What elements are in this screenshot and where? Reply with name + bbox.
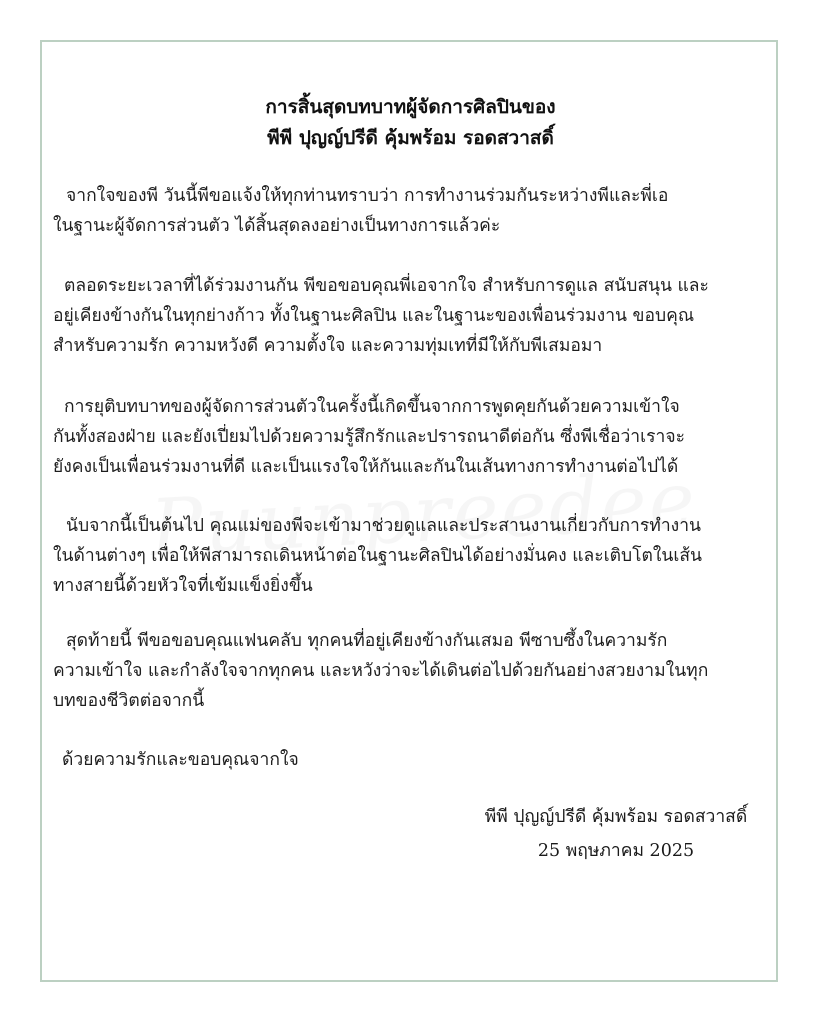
paragraph-4-line-2: ในด้านต่างๆ เพื่อให้พีสามารถเดินหน้าต่อในฐานะศิลปินได้อย่างมั่นคง และเติบโตในเส้น xyxy=(53,546,703,566)
paragraph-5-line-1: สุดท้ายนี้ พีขอขอบคุณแฟนคลับ ทุกคนที่อยู่เคียงข้างกันเสมอ พีซาบซึ้งในความรัก xyxy=(66,631,668,651)
paragraph-2-line-2: อยู่เคียงข้างกันในทุกย่างก้าว ทั้งในฐานะศิลปิน และในฐานะของเพื่อนร่วมงาน ขอบคุณ xyxy=(53,306,695,326)
paragraph-4-line-3: ทางสายนี้ด้วยหัวใจที่เข้มแข็งยิ่งขึ้น xyxy=(53,576,313,596)
paragraph-5-line-3: บทของชีวิตต่อจากนี้ xyxy=(53,691,205,711)
signature-name: พีพี ปุญญ์ปรีดี คุ้มพร้อม รอดสวาสดิ์ xyxy=(484,807,748,827)
paragraph-2-line-3: สำหรับความรัก ความหวังดี ความตั้งใจ และความทุ่มเทที่มีให้กับพีเสมอมา xyxy=(53,336,603,356)
signature-date: 25 พฤษภาคม 2025 xyxy=(537,841,695,861)
paragraph-3-line-2: กันทั้งสองฝ่าย และยังเปี่ยมไปด้วยความรู้สึกรักและปรารถนาดีต่อกัน ซึ่งพีเชื่อว่าเราจะ xyxy=(53,427,685,447)
paragraph-2-line-1: ตลอดระยะเวลาที่ได้ร่วมงานกัน พีขอขอบคุณพี่เอจากใจ สำหรับการดูแล สนับสนุน และ xyxy=(64,276,709,296)
paragraph-4-line-1: นับจากนี้เป็นต้นไป คุณแม่ของพีจะเข้ามาช่วยดูแลและประสานงานเกี่ยวกับการทำงาน xyxy=(66,516,701,536)
paragraph-3-line-1: การยุติบทบาทของผู้จัดการส่วนตัวในครั้งนี้เกิดขึ้นจากการพูดคุยกันด้วยความเข้าใจ xyxy=(64,397,680,417)
paragraph-1-line-2: ในฐานะผู้จัดการส่วนตัว ได้สิ้นสุดลงอย่างเป็นทางการแล้วค่ะ xyxy=(53,216,501,236)
closing-line: ด้วยความรักและขอบคุณจากใจ xyxy=(62,750,299,770)
paragraph-3-line-3: ยังคงเป็นเพื่อนร่วมงานที่ดี และเป็นแรงใจให้กันและกันในเส้นทางการทำงานต่อไปได้ xyxy=(53,457,679,477)
document-title-line-1: การสิ้นสุดบทบาทผู้จัดการศิลปินของ xyxy=(265,96,556,118)
document-title-line-2: พีพี ปุญญ์ปรีดี คุ้มพร้อม รอดสวาสดิ์ xyxy=(267,127,554,149)
paragraph-5-line-2: ความเข้าใจ และกำลังใจจากทุกคน และหวังว่าจะได้เดินต่อไปด้วยกันอย่างสวยงามในทุก xyxy=(53,661,709,681)
paragraph-1-line-1: จากใจของพี วันนี้พีขอแจ้งให้ทุกท่านทราบว่า การทำงานร่วมกันระหว่างพีและพี่เอ xyxy=(66,186,669,206)
